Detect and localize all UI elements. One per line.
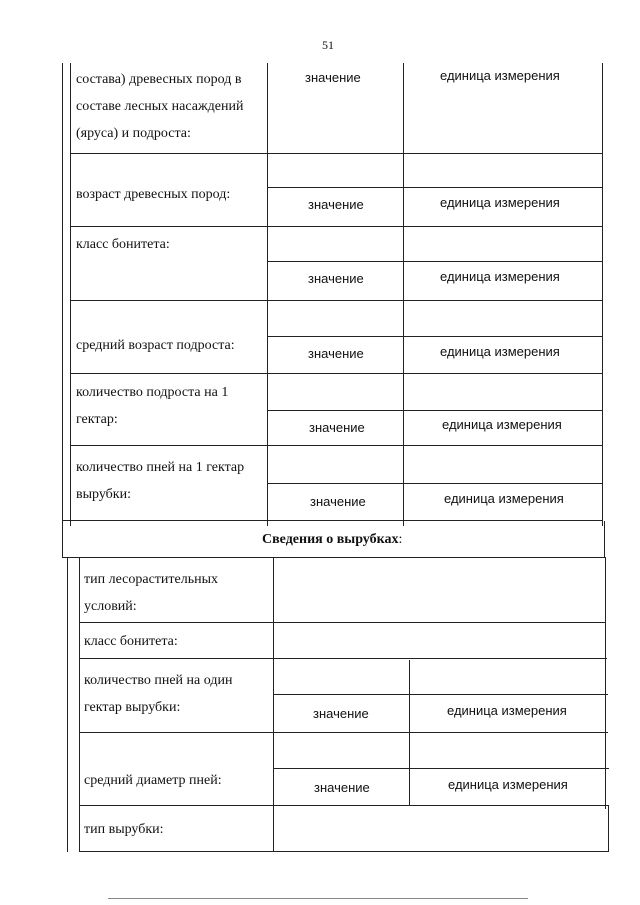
row-unit-label: единица измерения: [442, 417, 562, 432]
row-label-undergrowth-age: средний возраст подроста:: [76, 338, 235, 353]
row-unit-label: единица измерения: [440, 269, 560, 284]
row-value-label: значение: [308, 197, 364, 212]
row-unit-label: единица измерения: [444, 491, 564, 506]
page-number: 51: [322, 38, 334, 52]
row-unit-label: единица измерения: [447, 703, 567, 718]
bottom-rule: [108, 898, 528, 899]
section-heading-text: Сведения о вырубках: [262, 532, 399, 547]
row-value-label: значение: [314, 780, 370, 795]
row-label-site-class: класс бонитета:: [76, 237, 170, 252]
row-label-stump-diameter: средний диаметр пней:: [84, 773, 222, 788]
row-unit-label: единица измерения: [440, 195, 560, 210]
row-label-stumps-per-hectare: количество пней на один гектар вырубки:: [84, 673, 233, 715]
row-label-site-class: класс бонитета:: [84, 634, 178, 649]
section-heading-colon: :: [398, 532, 403, 547]
row-label-stumps-per-hectare: количество пней на 1 гектар вырубки:: [76, 460, 245, 502]
row-label-felling-type: тип вырубки:: [84, 822, 164, 837]
section-heading: [262, 531, 402, 549]
row-label-undergrowth-per-hectare: количество подроста на 1 гектар:: [76, 385, 229, 427]
row-unit-label: единица измерения: [440, 344, 560, 359]
row-value-label: значение: [309, 420, 365, 435]
row-value-label: значение: [313, 706, 369, 721]
row-value-label: значение: [305, 70, 361, 85]
row-label-forest-site-type: тип лесорастительных условий:: [84, 572, 219, 614]
row-label-species-age: возраст древесных пород:: [76, 187, 231, 202]
row-label-species-composition: состава) древесных пород в составе лесных насаждений (яруса) и подроста:: [76, 72, 244, 141]
row-unit-label: единица измерения: [448, 777, 568, 792]
row-unit-label: единица измерения: [440, 68, 560, 83]
row-value-label: значение: [310, 494, 366, 509]
row-value-label: значение: [308, 346, 364, 361]
row-value-label: значение: [308, 271, 364, 286]
